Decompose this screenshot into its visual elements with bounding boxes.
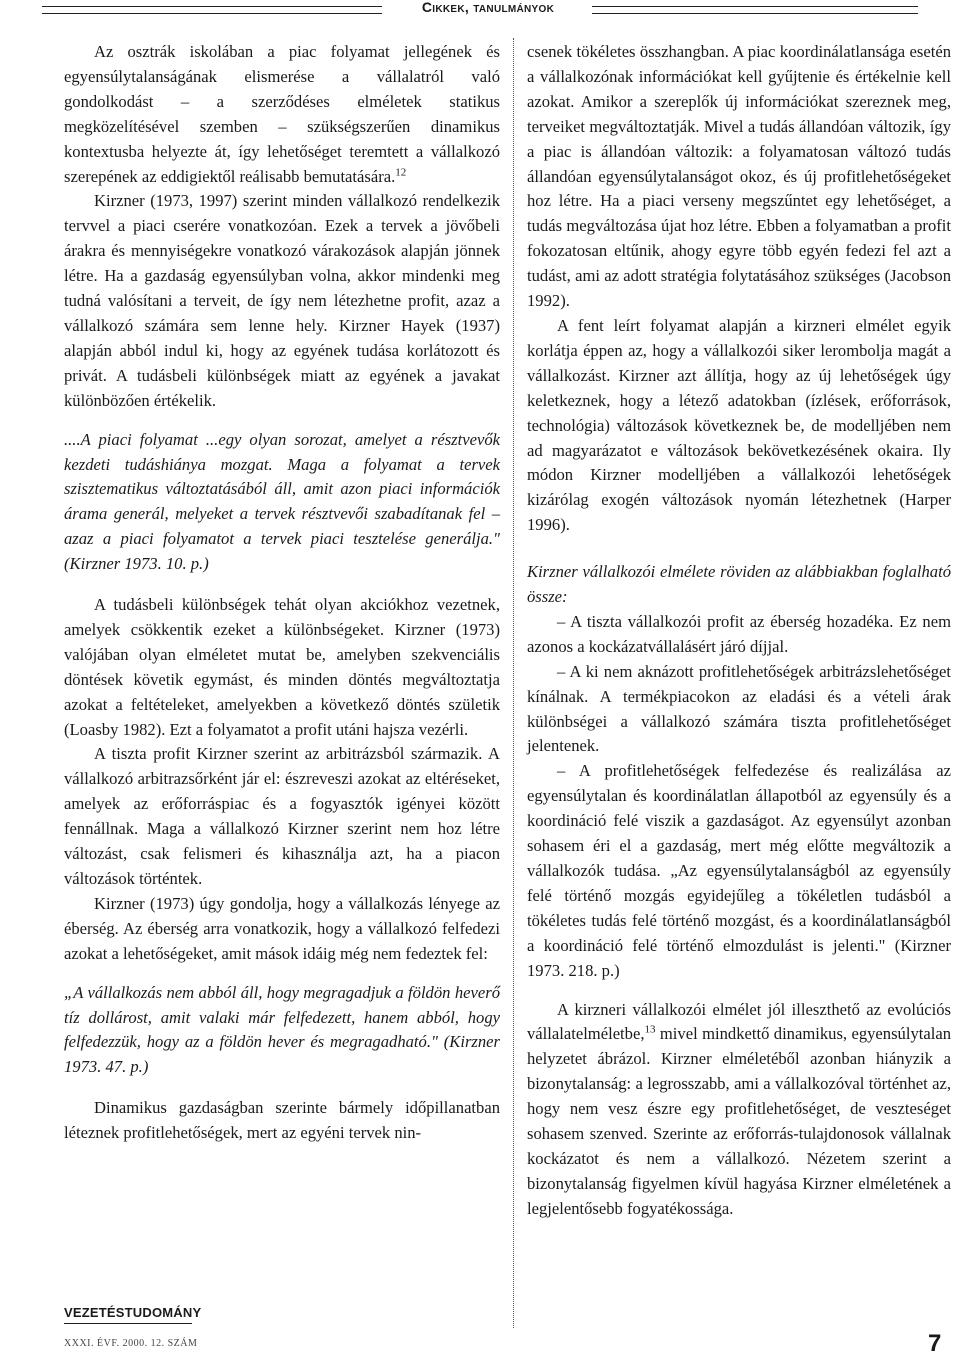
paragraph: Kirzner (1973, 1997) szerint minden vállalkozó rendelkezik tervvel a piaci cserére vonatkozóan. Ezek a tervek a jövőbeli árakra és mennyiségekre vonatkozó várakozások alapján jönnek létre. Ha a gazdaság egyensúlyban volna, akkor mindenki meg tudná valósítani a terveit, de így nem létezhetne profit, azaz a vállalkozó számára sem lenne hely. Kirzner Hayek (1937) alapján abból indul ki, hogy az egyének tudása korlátozott és privát. A tudásbeli különbségek miatt az egyének a javakat különbözően értékelik. — [64, 191, 500, 410]
paragraph: A tudásbeli különbségek tehát olyan akciókhoz vezetnek, amelyek csökkentik ezeket a különbségeket. Kirzner (1973) valójában olyan elméletet mutat be, amelyben szekvenciális döntések követik egymást, és minden döntés megváltoztatja azokat a feltételeket, amelyekben a következő döntés születik (Loasby 1982). Ezt a folyamatot a profit utáni hajsza vezérli. — [64, 595, 500, 739]
list-item: – A ki nem aknázott profitlehetőségek arbitrázslehetőséget kínálnak. A termékpiacokon az eladási és a vételi árak különbségei a vállalkozó számára tiszta profitlehetőséget jelentenek. — [527, 661, 951, 756]
footnote-ref: 12 — [395, 166, 407, 178]
paragraph — [64, 40, 500, 189]
paragraph: Dinamikus gazdaságban szerinte bármely időpillanatban léteznek profitlehetőségek, mert az egyéni tervek nin- — [64, 1098, 500, 1143]
paragraph — [527, 998, 951, 1222]
right-column — [527, 40, 951, 1222]
paragraph-text: mivel mindkettő dinamikus, egyensúlytalan helyzetet ábrázol. Kirzner elméletéből azonban hiányzik a bizonytalanság: a legrosszabb, ami a vállalkozóval történhet az, hogy nem vesz észre egy profitlehetőséget, de veszteséget sohasem szenved. Szerinte az erőforrás-tulajdonosok vállalnak kockázatot és nem a vállalkozó. Nézetem szerint a bizonytalanság figyelmen kívül hagyása Kirzner elméletének a legjelentősebb fogyatékossága. — [527, 1024, 951, 1218]
header-rule-left — [42, 6, 382, 14]
paragraph: Kirzner (1973) úgy gondolja, hogy a vállalkozás lényege az éberség. Az éberség arra vonatkozik, hogy a vállalkozó felfedezi azokat a lehetőségeket, amit mások idáig még nem fedeztek fel: — [64, 893, 500, 963]
footnote-ref: 13 — [644, 1023, 656, 1036]
page-header — [0, 0, 960, 22]
section-title: Cikkek, tanulmányok — [421, 0, 555, 15]
paragraph: csenek tökéletes összhangban. A piac koordinálatlansága esetén a vállalkozónak információkat kell gyűjtenie és értékelnie kell azokat. Amikor a szereplők új információkat szereznek meg, terveiket megváltoztatják. Mivel a tudás állandóan változik, így a piac is állandóan változik: a folyamatosan változó tudás állandóan egyensúlytalanságot okoz, és új profitlehetőségeket hoz létre. Ha a piaci verseny megszűntet egy lehetőséget, a tudás megváltozása újat hoz létre. Ebben a folyamatban a profit fokozatosan eltűnik, ahogy egyre több egyén fedezi fel azt a tudást, ami az adott stratégia folytatásához szükséges (Jacobson 1992). — [527, 42, 951, 311]
paragraph: A fent leírt folyamat alapján a kirzneri elmélet egyik korlátja éppen az, hogy a vállalkozói siker lerombolja magát a vállalkozást. Kirzner azt állítja, hogy az új lehetőségek úgy keletkeznek, hogy a létező adatokban (ízlések, erőforrások, technológia) változások következnek be, de modelljében nem ad magyarázatot e változások bekövetkezésének okaira. Ily módon Kirzner modelljében a vállalkozói lehetőségek kizárólag exogén változások nyomán létezhetnek (Harper 1996). — [527, 315, 951, 535]
footer-rule — [64, 1323, 192, 1324]
list-item: – A tiszta vállalkozói profit az éberség hozadéka. Ez nem azonos a kockázatvállalásért járó díjjal. — [527, 611, 951, 656]
issue-info: XXXI. ÉVF. 2000. 12. SZÁM — [64, 1338, 198, 1349]
header-rule-right — [592, 6, 918, 14]
journal-name: VEZETÉSTUDOMÁNY — [64, 1305, 202, 1320]
list-item: – A profitlehetőségek felfedezése és realizálása az egyensúlytalan és koordinálatlan állapotból az egyensúly és a koordináció felé viszik a gazdaságot. Az egyensúlyt azonban sohasem éri el a gazdaság, mert még előtte megváltozik a vállalkozók tudása. „Az egyensúlytalanságból az egyensúly felé történő mozgás egyidejűleg a tökéletlen tudásból a tökéletes tudás felé történő mozgást, és a koordinálatlanságból a koordináció felé történő elmozdulást is jelenti." (Kirzner 1973. 218. p.) — [527, 761, 951, 980]
paragraph-text: A kirzneri vállalkozói elmélet jól illeszthető az evolúciós vállalatelméletbe, — [527, 999, 951, 1044]
column-divider — [513, 38, 514, 1328]
paragraph: A tiszta profit Kirzner szerint az arbitrázsból származik. A vállalkozó arbitrazsőrként jár el: észreveszi azokat az eltéréseket, amelyek az erőforráspiac és a fogyasztók igényei között fennállnak. Maga a vállalkozó Kirzner szerint nem hoz létre változást, csak felismeri és kihasználja azt, ha a piacon változások történtek. — [64, 744, 500, 888]
list-heading: Kirzner vállalkozói elmélete röviden az alábbiakban foglalható össze: — [527, 562, 951, 607]
left-column — [64, 40, 500, 1146]
block-quote: ....A piaci folyamat ...egy olyan sorozat, amelyet a résztvevők kezdeti tudáshiánya mozgat. Maga a folyamat a tervek szisztematikus változtatásából áll, amit azon piaci információk árama generál, melyeket a tervek résztvevői szabadítanak fel – azaz a piaci folyamatot a tervek piaci tesztelése generálja." (Kirzner 1973. 10. p.) — [64, 429, 500, 574]
page-number: 7 — [928, 1330, 942, 1357]
paragraph-text: Az osztrák iskolában a piac folyamat jellegének és egyensúlytalanságának elismerése a vállalatról való gondolkodást – a szerződéses elméletek statikus megközelítésével szemben – szükségszerűen dinamikus kontextusba helyezte át, így lehetőséget teremtett a vállalkozó szerepének az eddigiektől reálisabb bemutatására. — [64, 42, 500, 186]
block-quote: „A vállalkozás nem abból áll, hogy megragadjuk a földön heverő tíz dollárost, amit valaki már felfedezett, hanem abból, hogy felfedezzük, hogy az a földön hever és megragadható." (Kirzner 1973. 47. p.) — [64, 982, 500, 1077]
